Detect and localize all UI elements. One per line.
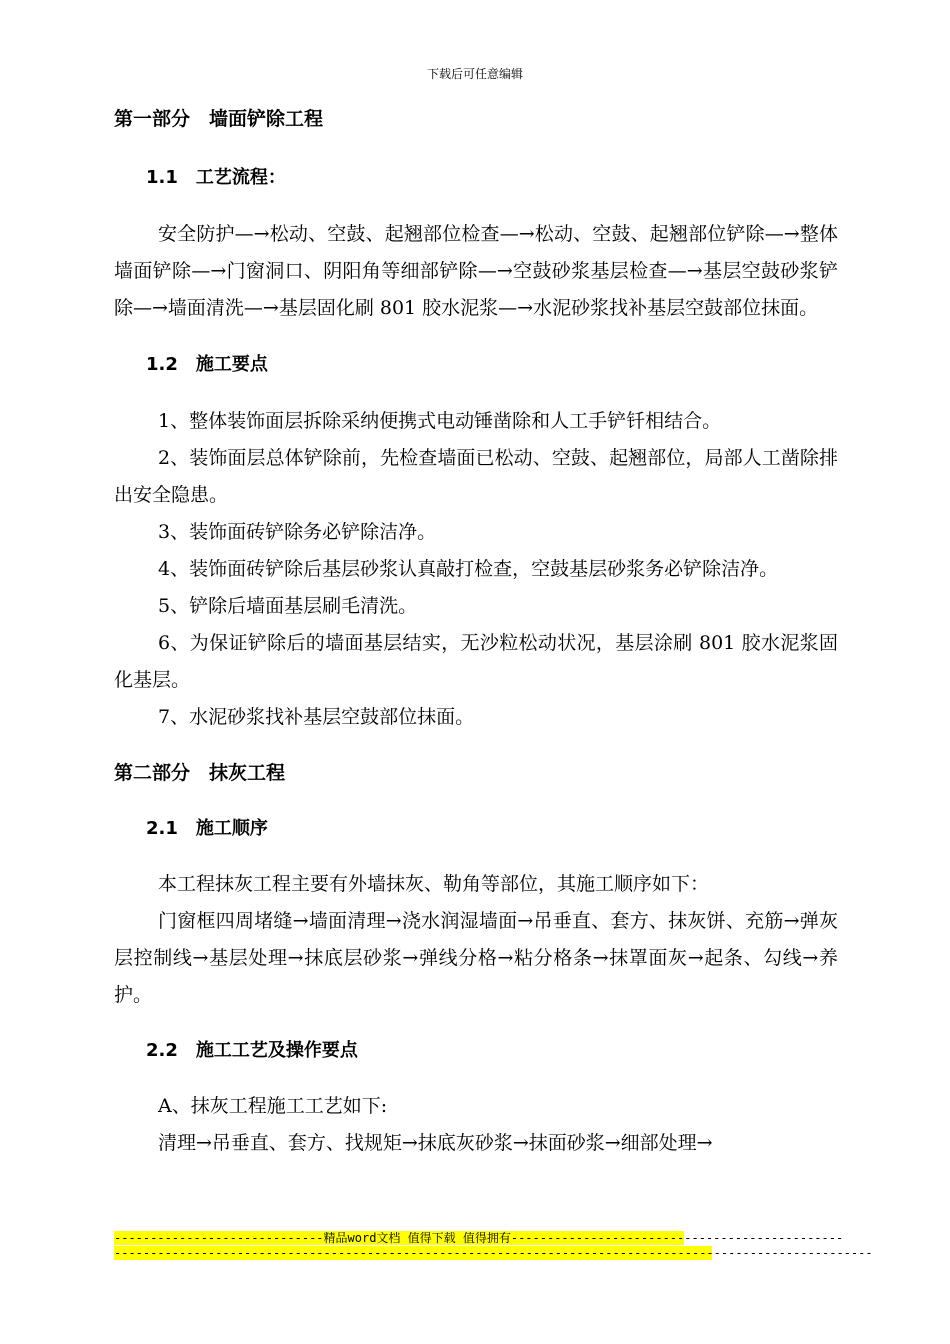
list-item: 3、装饰面砖铲除务必铲除洁净。 xyxy=(158,521,437,543)
list-item: 5、铲除后墙面基层刷毛清洗。 xyxy=(158,595,418,617)
section-1-1-title: 1.1 工艺流程： xyxy=(146,167,286,188)
list-item: 6、为保证铲除后的墙面基层结实，无沙粒松动状况，基层涂刷 801 胶水泥浆固化基层。 xyxy=(114,632,838,691)
section-1-2-list xyxy=(114,403,838,736)
list-item: 4、装饰面砖铲除后基层砂浆认真敲打检查，空鼓基层砂浆务必铲除洁净。 xyxy=(158,558,779,580)
footer-divider: --------------------------------------------------------------------------------------------------------- xyxy=(114,1246,873,1260)
section-2-1-flow: 门窗框四周堵缝→墙面清理→浇水润湿墙面→吊垂直、套方、抹灰饼、充筋→弹灰层控制线→基层处理→抹底层砂浆→弹线分格→粘分格条→抹罩面灰→起条、勾线→养护。 xyxy=(114,910,838,1006)
list-item: 1、整体装饰面层拆除采纳便携式电动锤凿除和人工手铲钎相结合。 xyxy=(158,410,722,432)
section-2-1-intro: 本工程抹灰工程主要有外墙抹灰、勒角等部位，其施工顺序如下： xyxy=(158,873,710,895)
section-1-1-process-flow: 安全防护—→松动、空鼓、起翘部位检查—→松动、空鼓、起翘部位铲除—→整体墙面铲除—→门窗洞口、阴阳角等细部铲除—→空鼓砂浆基层检查—→基层空鼓砂浆铲除—→墙面清洗—→基层固化刷 801 胶水泥浆—→水泥砂浆找补基层空鼓部位抹面。 xyxy=(114,223,838,319)
section-1-title: 第一部分 墙面铲除工程 xyxy=(114,108,324,130)
section-2-title: 第二部分 抹灰工程 xyxy=(114,762,286,784)
list-item: 7、水泥砂浆找补基层空鼓部位抹面。 xyxy=(158,706,475,728)
section-2-2-intro: A、抹灰工程施工工艺如下: xyxy=(158,1095,388,1117)
section-2-2-title: 2.2 施工工艺及操作要点 xyxy=(146,1040,358,1061)
header-note: 下载后可任意编辑 xyxy=(426,67,523,81)
document-body xyxy=(114,100,838,1162)
list-item: 2、装饰面层总体铲除前，先检查墙面已松动、空鼓、起翘部位，局部人工凿除排出安全隐患。 xyxy=(114,447,838,506)
section-1-2-title: 1.2 施工要点 xyxy=(146,354,268,375)
section-2-2-flow: 清理→吊垂直、套方、找规矩→抹底灰砂浆→抹面砂浆→细部处理→ xyxy=(158,1132,713,1154)
footer-banner: -----------------------------精品word文档 值得下载 值得拥有---------------------------------------------- xyxy=(114,1231,844,1245)
section-2-1-title: 2.1 施工顺序 xyxy=(146,818,268,839)
